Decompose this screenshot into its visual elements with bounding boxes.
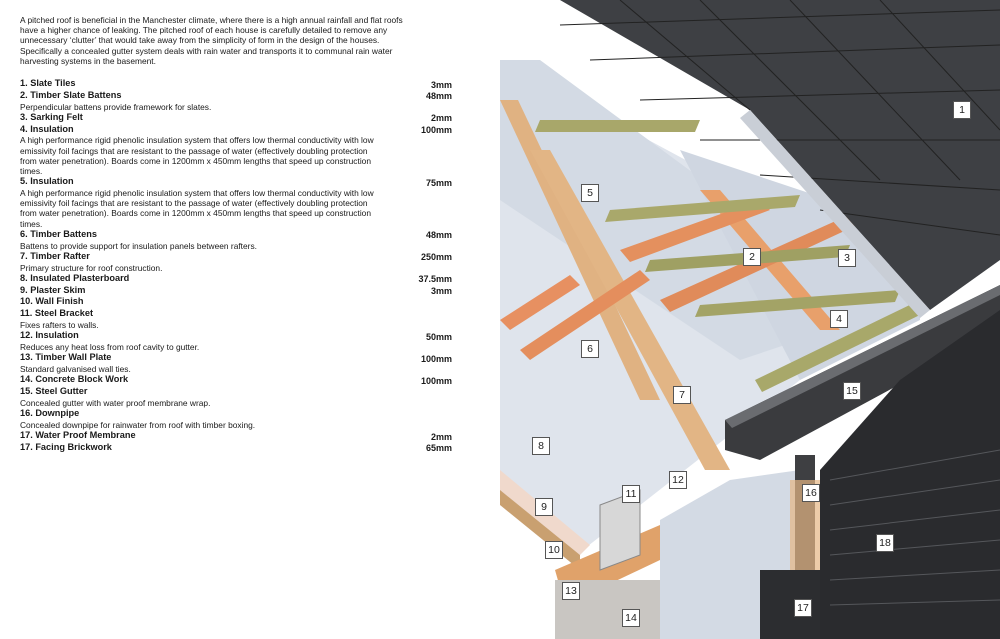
callout-13: 13 [562, 582, 580, 600]
spec-item [20, 229, 452, 251]
spec-row [20, 229, 452, 241]
spec-row [20, 251, 452, 263]
callout-10: 10 [545, 541, 563, 559]
spec-title: 7. Timber Rafter [20, 250, 90, 261]
callout-4: 4 [830, 310, 848, 328]
spec-item [20, 330, 452, 352]
callout-3: 3 [838, 249, 856, 267]
roof-section-diagram [500, 0, 1000, 639]
callout-11: 11 [622, 485, 640, 503]
spec-size: 250mm [420, 252, 452, 263]
spec-item [20, 112, 452, 124]
spec-size: 3mm [430, 286, 452, 297]
spec-item [20, 124, 452, 177]
spec-description: Perpendicular battens provide framework for slates. [20, 101, 212, 112]
spec-row [20, 285, 452, 297]
callout-1: 1 [953, 101, 971, 119]
spec-row [20, 330, 452, 342]
text-panel [20, 15, 452, 454]
spec-size: 2mm [430, 431, 452, 442]
spec-row [20, 296, 452, 308]
spec-item [20, 374, 452, 386]
spec-item [20, 386, 452, 408]
spec-description: Concealed downpipe for rainwater from roof with timber boxing. [20, 419, 256, 430]
callout-16: 16 [802, 484, 820, 502]
spec-size: 48mm [425, 91, 452, 102]
spec-item [20, 296, 452, 308]
spec-item [20, 408, 452, 430]
spec-row [20, 442, 452, 454]
spec-title: 13. Timber Wall Plate [20, 352, 112, 363]
spec-title: 9. Plaster Skim [20, 284, 86, 295]
spec-size: 65mm [425, 443, 452, 454]
spec-title: 17. Water Proof Membrane [20, 430, 136, 441]
spec-row [20, 90, 452, 102]
spec-description: Reduces any heat loss from roof cavity to gutter. [20, 342, 200, 353]
spec-row [20, 273, 452, 285]
callout-8: 8 [532, 437, 550, 455]
spec-item [20, 251, 452, 273]
spec-title: 10. Wall Finish [20, 296, 84, 307]
spec-title: 12. Insulation [20, 330, 79, 341]
spec-row [20, 430, 452, 442]
spec-title: 1. Slate Tiles [20, 78, 76, 89]
spec-description: Standard galvanised wall ties. [20, 364, 131, 375]
spec-item [20, 352, 452, 374]
callout-6: 6 [581, 340, 599, 358]
spec-row [20, 308, 452, 320]
spec-item [20, 285, 452, 297]
spec-description: Fixes rafters to walls. [20, 320, 99, 331]
spec-size: 100mm [420, 353, 452, 364]
spec-row [20, 374, 452, 386]
spec-row [20, 112, 452, 124]
callout-2: 2 [743, 248, 761, 266]
spec-title: 8. Insulated Plasterboard [20, 272, 130, 283]
spec-description: Primary structure for roof construction. [20, 262, 163, 273]
spec-row [20, 124, 452, 136]
spec-description: Concealed gutter with water proof membrane wrap. [20, 397, 211, 408]
intro-paragraph: A pitched roof is beneficial in the Manchester climate, where there is a high annual rainfall and flat roofs have a higher chance of leaking. The pitched roof of each house is carefully detailed to remove any unnecessary ‘clutter’ that would take away from the simplicity of form in the design of the houses. Specifically a concealed gutter system deals with rain water and transports it to communal rain water harvesting systems in the basement. [20, 15, 403, 66]
spec-title: 6. Timber Battens [20, 228, 97, 239]
spec-title: 4. Insulation [20, 123, 74, 134]
callout-9: 9 [535, 498, 553, 516]
spec-title: 5. Insulation [20, 176, 74, 187]
callout-18: 18 [876, 534, 894, 552]
spec-size: 37.5mm [418, 274, 452, 285]
spec-title: 14. Concrete Block Work [20, 374, 129, 385]
spec-item [20, 442, 452, 454]
callout-15: 15 [843, 382, 861, 400]
spec-item [20, 176, 452, 229]
spec-list [20, 78, 452, 454]
spec-size: 3mm [430, 79, 452, 90]
spec-row [20, 408, 452, 420]
spec-title: 11. Steel Bracket [20, 308, 94, 319]
spec-title: 15. Steel Gutter [20, 386, 88, 397]
spec-item [20, 78, 452, 90]
callout-14: 14 [622, 609, 640, 627]
spec-size: 75mm [425, 177, 452, 188]
callout-5: 5 [581, 184, 599, 202]
spec-item [20, 273, 452, 285]
spec-row [20, 386, 452, 398]
spec-description: A high performance rigid phenolic insulation system that offers low thermal conductivity with low emissivity foil facings that are resistant to the passage of water (effectively doubling protection from water penetration). Boards come in 1200mm x 450mm lengths that speed up construction times. [20, 135, 374, 177]
spec-size: 50mm [425, 331, 452, 342]
callout-7: 7 [673, 386, 691, 404]
spec-item [20, 308, 452, 330]
callout-17: 17 [794, 599, 812, 617]
spec-title: 16. Downpipe [20, 408, 80, 419]
slate-batten-1 [535, 120, 700, 132]
spec-size: 48mm [425, 230, 452, 241]
callout-12: 12 [669, 471, 687, 489]
spec-title: 3. Sarking Felt [20, 111, 83, 122]
spec-row [20, 176, 452, 188]
spec-title: 2. Timber Slate Battens [20, 89, 122, 100]
spec-description: Battens to provide support for insulation panels between rafters. [20, 240, 257, 251]
spec-title: 17. Facing Brickwork [20, 441, 112, 452]
spec-size: 100mm [420, 125, 452, 136]
spec-size: 100mm [420, 375, 452, 386]
spec-size: 2mm [430, 113, 452, 124]
spec-item [20, 90, 452, 112]
spec-item [20, 430, 452, 442]
spec-description: A high performance rigid phenolic insulation system that offers low thermal conductivity with low emissivity foil facings that are resistant to the passage of water (effectively doubling protection from water penetration). Boards come in 1200mm x 450mm lengths that speed up construction times. [20, 188, 374, 229]
spec-row [20, 78, 452, 90]
spec-row [20, 352, 452, 364]
